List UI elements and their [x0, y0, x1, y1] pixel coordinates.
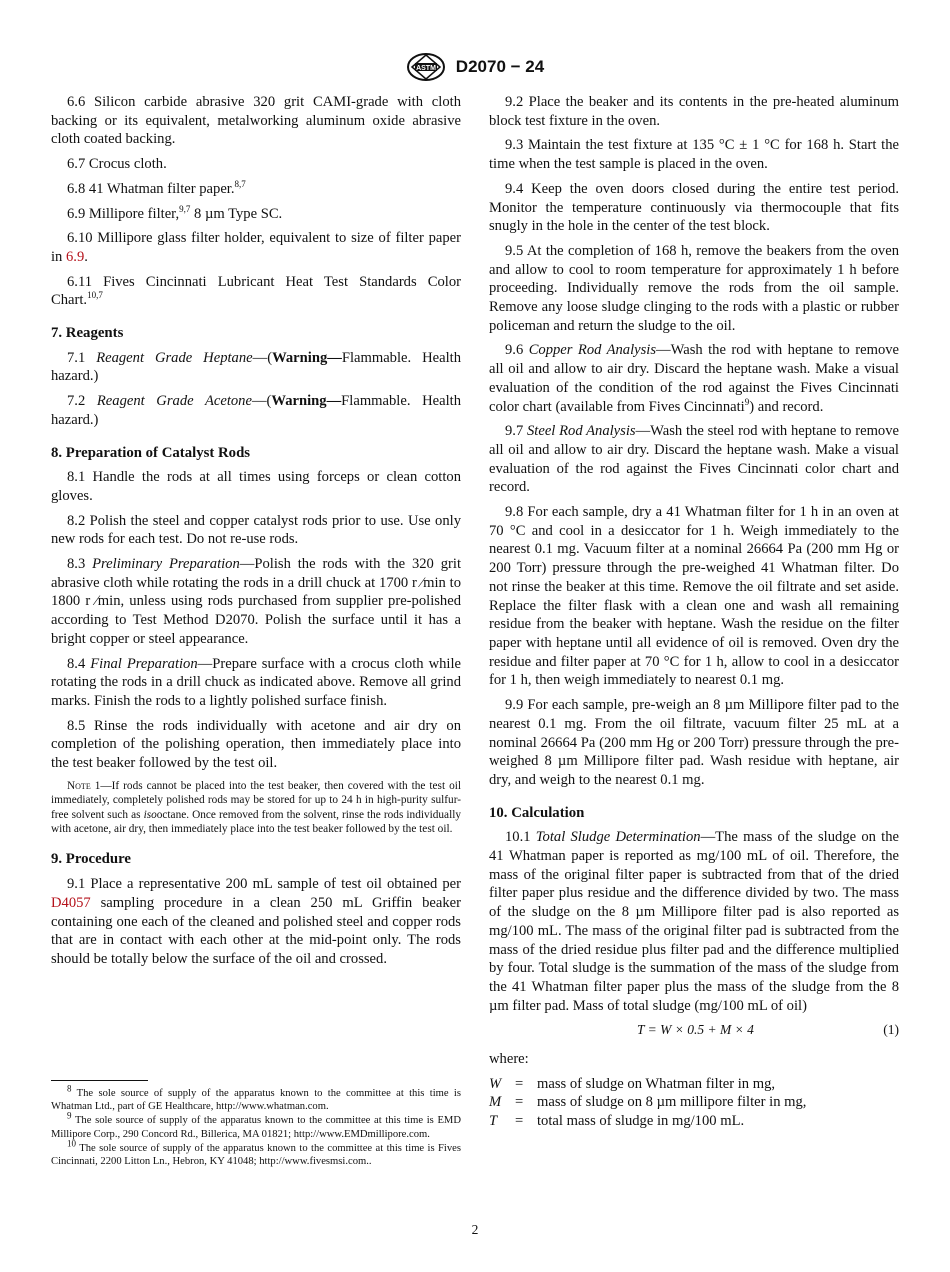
- para-10-1: 10.1 Total Sludge Determination—The mass of the sludge on the 41 Whatman paper is reported as mg/100 mL of oil. Therefore, the mass of the original filter paper is subtracted from that of the dried filter paper plus residue and the difference divided by two. The mass of the sludge on the 8 µm Millipore filter pad is also reported as mg/100 mL. The mass of the original filter pad is subtracted from the mass of the dried residue plus filter pad and the difference multiplied by four. Total sludge is the summation of the mass of the sludge from the 41 Whatman filter paper plus the mass of the sludge from the 8 µm filter pad. Mass of total sludge (mg/100 mL of oil): [489, 829, 899, 1014]
- equation-number: (1): [883, 1022, 899, 1038]
- footnote-9: $^9$ The sole source of supply of the apparatus known to the committee at this time is EMD Millipore Corp., 290 Concord Rd., Billerica, MA 01821; http://www.EMDmillipore.com.: [51, 1110, 461, 1140]
- footnote-ref: 8,7: [234, 178, 246, 189]
- link-d4057[interactable]: D4057: [51, 894, 91, 911]
- para-9-2: 9.2 Place the beaker and its contents in the pre-heated aluminum block test fixture in the oven.: [489, 94, 899, 129]
- para-8-3: 8.3 Preliminary Preparation—Polish the rods with the 320 grit abrasive cloth while rotating the rods in a drill chuck at 1700 r ⁄min to 1800 r ⁄min, unless using rods purchased from supplier pre-polished according to Test Method D2070. Polish the surface until it has a bright copper or steel appearance.: [51, 556, 461, 647]
- equation-formula: T = W × 0.5 + M × 4: [637, 1022, 754, 1038]
- footnote-ref: 9,7: [179, 203, 191, 214]
- para-6-10: 6.10 Millipore glass filter holder, equivalent to size of filter paper in 6.9.: [51, 230, 461, 265]
- para-6-6: 6.6 Silicon carbide abrasive 320 grit CAMI-grade with cloth backing or its equivalent, metalworking aluminum oxide abrasive cloth coated backing.: [51, 94, 461, 148]
- where-label: where:: [489, 1051, 529, 1068]
- para-8-5: 8.5 Rinse the rods individually with acetone and air dry on completion of the polishing operation, then immediately place into the test beaker followed by the test oil.: [51, 717, 461, 772]
- variable-definitions: [489, 1075, 899, 1131]
- footnote-ref: 10,7: [87, 290, 103, 301]
- para-9-3: 9.3 Maintain the test fixture at 135 °C ± 1 °C for 168 h. Start the time when the test sample is placed in the oven.: [489, 137, 899, 173]
- para-6-11: 6.11 Fives Cincinnati Lubricant Heat Test Standards Color Chart.$^{10,7}$: [51, 273, 461, 309]
- footnote-divider: [51, 1080, 148, 1081]
- para-6-7: 6.7 Crocus cloth.: [67, 156, 167, 173]
- note-1: Note 1—If rods cannot be placed into the test beaker, then covered with the test oil immediately, completely polished rods may be stored for up to 24 h in high-purity sulfur-free solvent such as isooctane. Once removed from the solvent, rinse the rods individually with acetone, air dry, then immediately place into the test beaker followed by the test oil.: [51, 779, 462, 836]
- para-6-8: 6.8 41 Whatman filter paper.$^{8,7}$: [67, 178, 246, 197]
- page-number: 2: [471, 1222, 479, 1237]
- section-heading-preparation: 8. Preparation of Catalyst Rods: [51, 444, 251, 461]
- page-header: [0, 52, 950, 82]
- para-7-2: 7.2 Reagent Grade Acetone—(Warning—Flammable. Health hazard.): [51, 393, 461, 428]
- para-9-6: 9.6 Copper Rod Analysis—Wash the rod with heptane to remove all oil and allow to air dry. Discard the heptane wash. Make a visual evaluation of the condition of the rod against the Fives Cincinnati color chart (available from Fives Cincinnati$^9$) and record.: [489, 342, 900, 415]
- definition-row: M = mass of sludge on 8 µm millipore filter in mg,: [489, 1094, 807, 1111]
- para-9-1: 9.1 Place a representative 200 mL sample of test oil obtained per D4057 sampling procedure in a clean 250 mL Griffin beaker containing one each of the cleaned and polished steel and copper rods that are in contact with each other at the mid-point only. The rods should be totally below the surface of the oil and crossed.: [51, 876, 461, 967]
- definition-row: T = total mass of sludge in mg/100 mL.: [489, 1113, 745, 1130]
- para-9-5: 9.5 At the completion of 168 h, remove the beakers from the oven and allow to cool to room temperature for approximately 1 h before proceeding. Individually remove the rods from the oil sample. Remove any loose sludge clinging to the rods with a plastic or rubber policeman and return the sludge to the oil.: [489, 242, 899, 334]
- footnote-8: $^8$ The sole source of supply of the apparatus known to the committee at this time is Whatman Ltd., part of GE Healthcare, http://www.whatman.com.: [51, 1083, 461, 1113]
- para-8-2: 8.2 Polish the steel and copper catalyst rods prior to use. Use only new rods for each test. Do not re-use rods.: [51, 512, 461, 548]
- para-8-1: 8.1 Handle the rods at all times using forceps or clean cotton gloves.: [51, 469, 461, 504]
- para-9-9: 9.9 For each sample, pre-weigh an 8 µm Millipore filter pad to the nearest 0.1 mg. From the oil filtrate, vacuum filter 25 mL at a nominal 26664 Pa (200 mm Hg or 200 Torr) pressure through the pre-weighed 8 µm Millipore filter pad. Wash residue with heptane, air dry, and weigh to the nearest 0.1 mg.: [489, 697, 899, 788]
- para-6-9: 6.9 Millipore filter,$^{9,7}$ 8 µm Type SC.: [67, 203, 283, 222]
- section-heading-reagents: 7. Reagents: [51, 325, 124, 342]
- svg-text:ASTM: ASTM: [415, 64, 436, 72]
- link-6-9[interactable]: 6.9: [66, 248, 85, 265]
- section-heading-calculation: 10. Calculation: [489, 804, 585, 821]
- para-9-7: 9.7 Steel Rod Analysis—Wash the steel rod with heptane to remove all oil and allow to air dry. Discard the heptane wash. Make a visual evaluation of the rod against the Fives Cincinnati color chart and record.: [489, 423, 899, 496]
- left-column: [51, 93, 461, 975]
- para-9-4: 9.4 Keep the oven doors closed during the entire test period. Monitor the temperature continuously via thermocouple that fits snugly in the hole in the center of the test block.: [489, 180, 899, 235]
- equation-1: [489, 1021, 899, 1040]
- right-column: [489, 93, 899, 1131]
- para-8-4: 8.4 Final Preparation—Prepare surface with a crocus cloth while rotating the rods in a drill chuck as indicated above. Remove all grind marks. Finish the rods to a lightly polished surface finish.: [51, 655, 461, 709]
- para-7-1: 7.1 Reagent Grade Heptane—(Warning—Flammable. Health hazard.): [51, 349, 461, 385]
- document-id: D2070 − 24: [455, 57, 545, 76]
- section-heading-procedure: 9. Procedure: [51, 851, 131, 868]
- definition-row: W = mass of sludge on Whatman filter in mg,: [489, 1075, 776, 1092]
- footnotes: [51, 1080, 461, 1169]
- para-9-8: 9.8 For each sample, dry a 41 Whatman filter for 1 h in an oven at 70 °C and cool in a desiccator for 1 h. Weigh immediately to the nearest 0.1 mg. Vacuum filter at a nominal 26664 Pa (200 mm Hg or 200 Torr) pressure through the pre-weighed 41 Whatman filter. Do not rinse the beaker at this time. Remove the oil filtrate and set aside. Replace the filter flask with a clean one and wash all remaining residue from the beaker with heptane. Wash the residue on the filter paper with heptane until all evidence of oil is removed. Oven dry the residue and filter paper at 70 °C for 1 h, allow to cool in a desiccator for 1 h, then weigh immediately to nearest 0.1 mg.: [489, 504, 899, 689]
- footnote-10: $^{10}$ The sole source of supply of the apparatus known to the committee at this time is Fives Cincinnati, 2200 Litton Ln., Hebron, KY 41048; http://www.fivesmsi.com..: [51, 1138, 461, 1168]
- astm-logo-icon: [406, 52, 446, 82]
